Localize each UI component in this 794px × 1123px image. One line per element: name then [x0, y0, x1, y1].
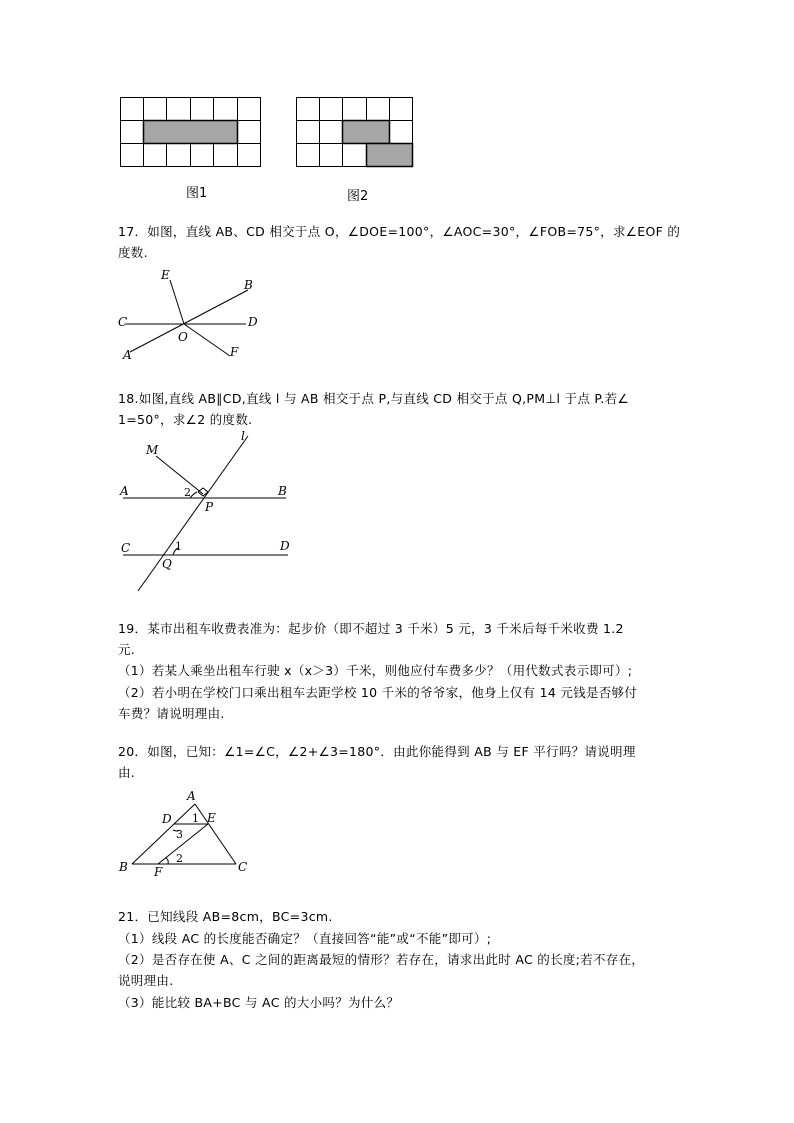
- q18-label-q: Q: [162, 557, 172, 571]
- q18-line2: 1=50°，求∠2 的度数.: [118, 412, 253, 427]
- q19-line4: （2）若小明在学校门口乘出租车去距学校 10 千米的爷爷家，他身上仅有 14 元钱是否够付: [118, 685, 638, 700]
- q18-label-c: C: [121, 541, 131, 555]
- q17-label-e: E: [161, 268, 170, 282]
- q18-label-m: M: [146, 443, 159, 457]
- q20-label-e: E: [207, 811, 216, 825]
- q17-ray-oe: [170, 280, 184, 324]
- figure-2-grid: [296, 97, 414, 168]
- q18-line-l: [138, 436, 248, 591]
- q17-figure: [118, 264, 268, 364]
- q17-label-a: A: [123, 348, 132, 362]
- q18-line1: 18.如图,直线 AB∥CD,直线 l 与 AB 相交于点 P,与直线 CD 相交于点 Q,PM⊥l 于点 P.若∠: [118, 391, 629, 406]
- q17-ray-of: [184, 324, 230, 356]
- q18-label-2: 2: [184, 486, 191, 499]
- q20-label-2: 2: [176, 852, 183, 865]
- q20-angle-arc-2: [166, 858, 168, 864]
- q17-line2: 度数.: [118, 245, 148, 260]
- q18-label-1: 1: [175, 540, 182, 553]
- q17-label-f: F: [230, 345, 239, 359]
- q20-label-3: 3: [176, 828, 183, 841]
- q20-line1: 20．如图，已知：∠1=∠C，∠2+∠3=180°．由此你能得到 AB 与 EF 平行吗？请说明理: [118, 744, 636, 759]
- q18-figure: [118, 428, 298, 598]
- q18-label-p: P: [205, 500, 214, 514]
- q20-line2: 由.: [118, 765, 136, 780]
- q19-line1: 19．某市出租车收费表准为：起步价（即不超过 3 千米）5 元，3 千米后每千米收费 1.2: [118, 621, 624, 636]
- q21-line1: 21．已知线段 AB=8cm，BC=3cm.: [118, 909, 333, 924]
- q17-label-d: D: [248, 315, 258, 329]
- q20-label-d: D: [162, 812, 172, 826]
- q19-line3: （1）若某人乘坐出租车行驶 x（x＞3）千米，则他应付车费多少？（用代数式表示即可）;: [118, 663, 633, 678]
- figure-1-grid: [120, 97, 262, 168]
- q17-line-ab: [130, 290, 248, 352]
- q20-label-b: B: [119, 860, 128, 874]
- fig1-shaded-bar: [144, 121, 238, 144]
- q17-label-o: O: [178, 330, 188, 344]
- q18-label-a: A: [120, 484, 129, 498]
- q20-label-c: C: [238, 860, 248, 874]
- q17-label-c: C: [118, 315, 128, 329]
- q18-label-d: D: [280, 539, 290, 553]
- q21-line4: 说明理由.: [118, 973, 174, 988]
- q19-line2: 元.: [118, 642, 136, 657]
- q20-label-a: A: [187, 789, 196, 803]
- q20-figure: [118, 782, 258, 877]
- fig2-caption: 图2: [347, 189, 369, 204]
- q18-label-b: B: [278, 484, 287, 498]
- fig1-caption: 图1: [186, 186, 208, 201]
- q18-label-l: l: [241, 429, 245, 443]
- q21-line3: （2）是否存在使 A、C 之间的距离最短的情形？若存在，请求出此时 AC 的长度;若不存在，: [118, 952, 645, 967]
- q17-label-b: B: [244, 278, 253, 292]
- q20-label-1: 1: [192, 812, 199, 825]
- q20-label-f: F: [154, 865, 163, 879]
- fig2-shaded-bottom: [367, 144, 413, 167]
- q21-line5: （3）能比较 BA+BC 与 AC 的大小吗？为什么？: [118, 995, 400, 1010]
- q18-angle-arc-2: [190, 492, 197, 498]
- q18-ray-pm: [156, 456, 203, 494]
- q17-line1: 17．如图，直线 AB、CD 相交于点 O，∠DOE=100°，∠AOC=30°，∠FOB=75°，求∠EOF 的: [118, 224, 681, 239]
- q20-segment-ef: [158, 824, 208, 864]
- q21-line2: （1）线段 AC 的长度能否确定？（直接回答“能”或“不能”即可）;: [118, 931, 492, 946]
- fig2-shaded-top: [343, 121, 390, 144]
- q19-line5: 车费？请说明理由.: [118, 706, 225, 721]
